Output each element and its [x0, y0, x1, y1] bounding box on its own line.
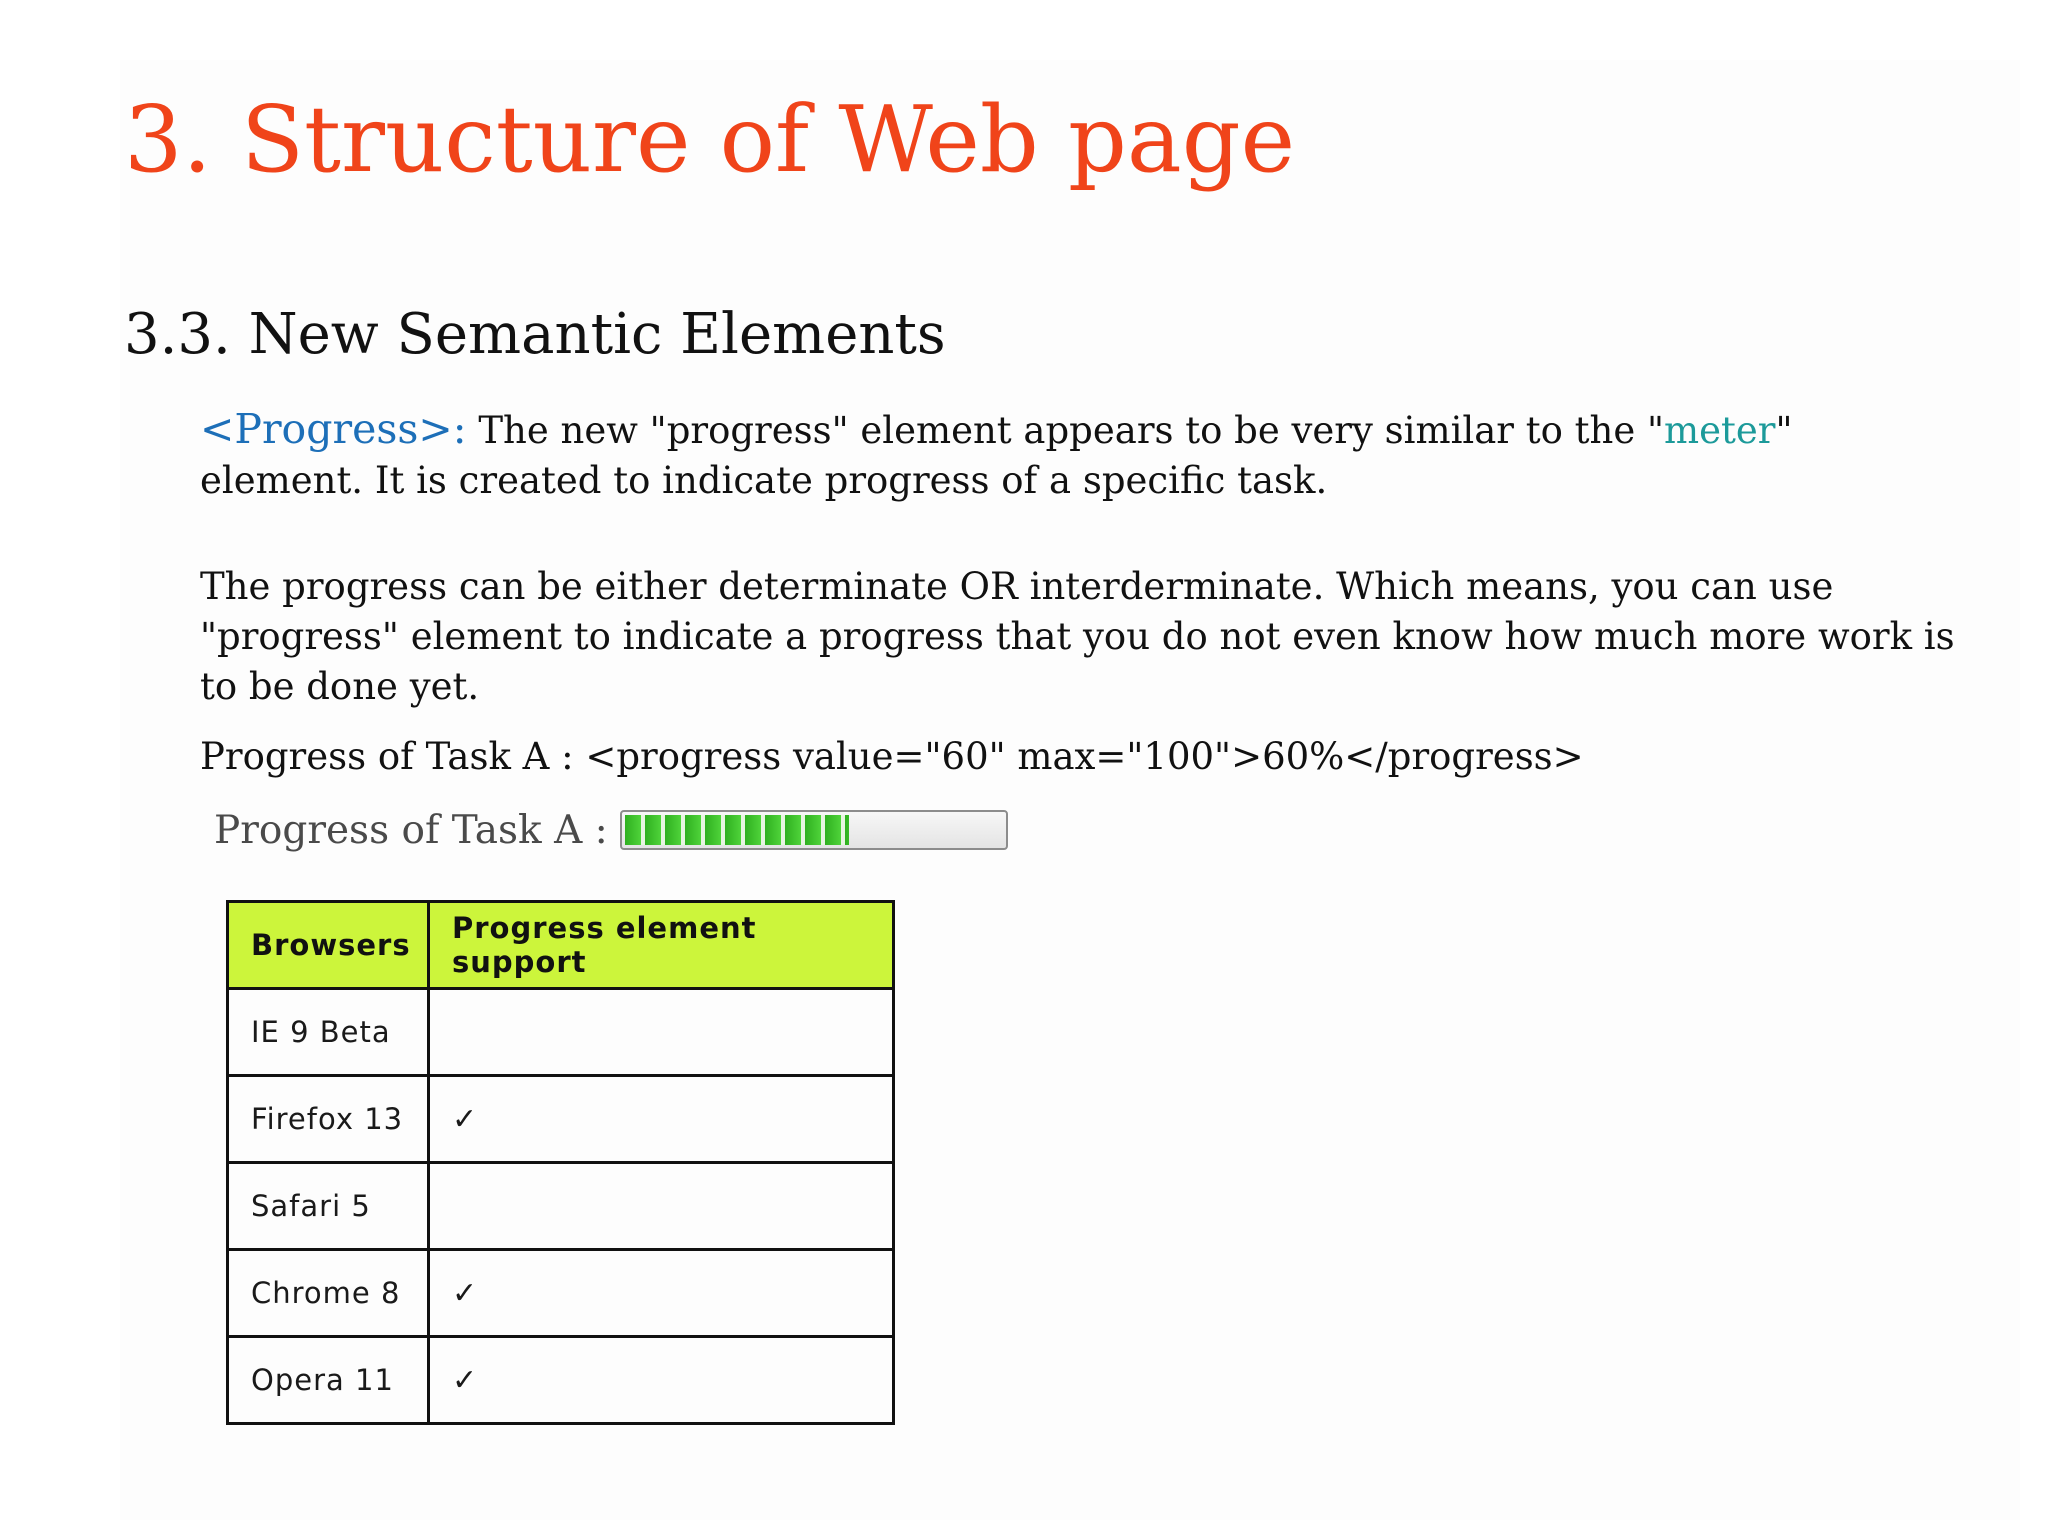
- table-row: [228, 1337, 894, 1424]
- intro-text-after: " element. It is created to indicate progress of a specific task.: [200, 409, 1793, 502]
- browser-name: Safari 5: [228, 1163, 429, 1250]
- table-row: [228, 1163, 894, 1250]
- browser-name: Opera 11: [228, 1337, 429, 1424]
- progress-tag-term: <Progress>:: [200, 405, 467, 453]
- browser-support-table: [226, 900, 895, 1425]
- intro-paragraph: [200, 404, 1960, 506]
- table-row: [228, 989, 894, 1076]
- support-check: ✓: [429, 1250, 894, 1337]
- section-heading: 3.3. New Semantic Elements: [124, 302, 946, 367]
- page-title: 3. Structure of Web page: [124, 86, 1296, 193]
- browser-name: Chrome 8: [228, 1250, 429, 1337]
- support-check: ✓: [429, 1076, 894, 1163]
- header-browsers: Browsers: [228, 902, 429, 989]
- intro-text-before: The new "progress" element appears to be very similar to the ": [466, 409, 1665, 452]
- progress-bar-fill: [625, 815, 849, 845]
- support-check: ✓: [429, 1337, 894, 1424]
- browser-name: IE 9 Beta: [228, 989, 429, 1076]
- browser-name: Firefox 13: [228, 1076, 429, 1163]
- progress-demo-label: Progress of Task A :: [214, 807, 608, 853]
- meter-term: meter: [1664, 409, 1776, 452]
- support-check: [429, 989, 894, 1076]
- progress-bar: [620, 810, 1008, 850]
- table-row: [228, 1076, 894, 1163]
- header-progress-support: Progress element support: [429, 902, 894, 989]
- determinate-paragraph: The progress can be either determinate OR interderminate. Which means, you can use "progress" element to indicate a progress that you do not even know how much more work is to be done yet.: [200, 565, 1955, 708]
- support-check: [429, 1163, 894, 1250]
- table-header-row: [228, 902, 894, 989]
- table-row: [228, 1250, 894, 1337]
- code-example: Progress of Task A : <progress value="60" max="100">60%</progress>: [200, 735, 1584, 778]
- progress-demo: [214, 800, 1008, 860]
